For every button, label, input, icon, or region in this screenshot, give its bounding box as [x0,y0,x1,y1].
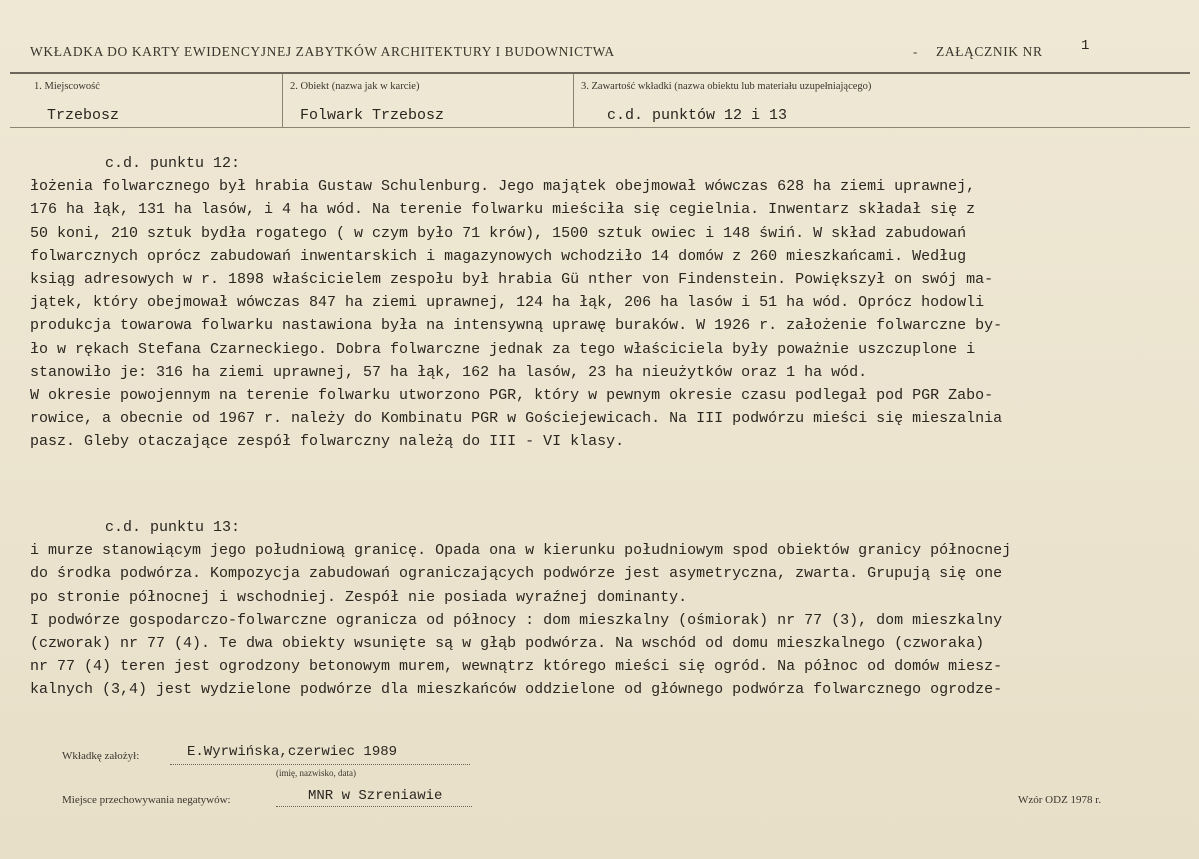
field-label-object: 2. Obiekt (nazwa jak w karcie) [290,81,420,92]
header-dash: - [913,44,918,59]
text-line: rowice, a obecnie od 1967 r. należy do Kombinatu PGR w Gościejewicach. Na III podwórzu mieści się mieszalnia [30,410,1003,428]
text-line: do środka podwórza. Kompozycja zabudowań ograniczających podwórze jest asymetryczna, zwarta. Grupują się one [30,565,1003,583]
text-line: po stronie północnej i wschodniej. Zespół nie posiada wyraźnej dominanty. [30,588,688,606]
storage-dotted-line [276,806,472,807]
text-line: (czworak) nr 77 (4). Te dwa obiekty wsunięte są w głąb podwórza. Na wschód od domu mieszkalnego (czworaka) [30,634,985,652]
field-value-contents: c.d. punktów 12 i 13 [607,107,788,124]
storage-label: Miejsce przechowywania negatywów: [62,794,231,806]
field-divider-1 [282,74,283,127]
text-line: ło w rękach Stefana Czarneckiego. Dobra folwarczne jednak za tego właściciela były poważnie uszczuplone i [30,340,976,358]
text-line: nr 77 (4) teren jest ogrodzony betonowym murem, wewnątrz którego mieści się ogród. Na północ od domów miesz- [30,658,1003,676]
text-line: folwarcznych oprócz zabudowań inwentarskich i magazynowych wchodziło 14 domów z 260 mieszkańcami. Według [30,247,967,265]
text-line: i murze stanowiącym jego południową granicę. Opada ona w kierunku południowym spod obiektów granicy północnej [30,542,1012,560]
text-line: 50 koni, 210 sztuk bydła rogatego ( w czym było 71 krów), 1500 sztuk owiec i 148 świń. W skład zabudowań [30,224,967,242]
field-label-location: 1. Miejscowość [34,81,100,92]
author-value: E.Wyrwińska,czerwiec 1989 [187,744,398,760]
field-value-location: Trzebosz [47,107,120,124]
text-line: pasz. Gleby otaczające zespół folwarczny należą do III - VI klasy. [30,433,625,451]
text-line: produkcja towarowa folwarku nastawiona była na intensywną uprawę buraków. W 1926 r. założenie folwarczne by- [30,317,1003,335]
form-reference: Wzór ODZ 1978 r. [1018,794,1102,806]
text-line: kalnych (3,4) jest wydzielone podwórze dla mieszkańców oddzielone od głównego podwórza folwarcznego ogrodze- [30,681,1003,699]
section-12-heading: c.d. punktu 12: [105,155,241,172]
text-line: W okresie powojennym na terenie folwarku utworzono PGR, który w pewnym okresie czasu podlegał pod PGR Zabo- [30,386,994,404]
section-13 [30,516,1011,702]
text-line: jątek, który obejmował wówczas 847 ha ziemi uprawnej, 124 ha łąk, 206 ha lasów i 51 ha wód. Oprócz hodowli [30,294,985,312]
field-label-contents: 3. Zawartość wkładki (nazwa obiektu lub materiału uzupełniającego) [581,81,872,92]
field-divider-2 [573,74,574,127]
section-13-heading: c.d. punktu 13: [105,519,241,536]
header-rule [10,72,1190,74]
text-line: ksiąg adresowych w r. 1898 właścicielem zespołu był hrabia Gü nther von Findenstein. Powiększył on swój ma- [30,270,994,288]
text-line: I podwórze gospodarczo-folwarczne ogranicza od północy : dom mieszkalny (ośmiorak) nr 77 (3), dom mieszkalny [30,611,1003,629]
fields-bottom-rule [10,127,1190,128]
text-line: łożenia folwarcznego był hrabia Gustaw Schulenburg. Jego majątek obejmował wówczas 628 ha ziemi uprawnej, [30,178,976,196]
section-12 [30,152,1002,453]
annex-label: ZAŁĄCZNIK NR [936,44,1043,59]
field-value-object: Folwark Trzebosz [300,107,445,124]
author-dotted-line [170,764,470,765]
form-title: WKŁADKA DO KARTY EWIDENCYJNEJ ZABYTKÓW ARCHITEKTURY I BUDOWNICTWA [30,44,615,59]
text-line: 176 ha łąk, 131 ha lasów, i 4 ha wód. Na terenie folwarku mieściła się cegielnia. Inwentarz składał się z [30,201,976,219]
text-line: stanowiło je: 316 ha ziemi uprawnej, 57 ha łąk, 162 ha lasów, 23 ha nieużytków oraz 1 ha wód. [30,363,868,381]
author-sub-label: (imię, nazwisko, data) [276,768,356,778]
annex-number: 1 [1081,38,1090,54]
author-label: Wkładkę założył: [62,750,140,762]
storage-value: MNR w Szreniawie [308,788,443,804]
